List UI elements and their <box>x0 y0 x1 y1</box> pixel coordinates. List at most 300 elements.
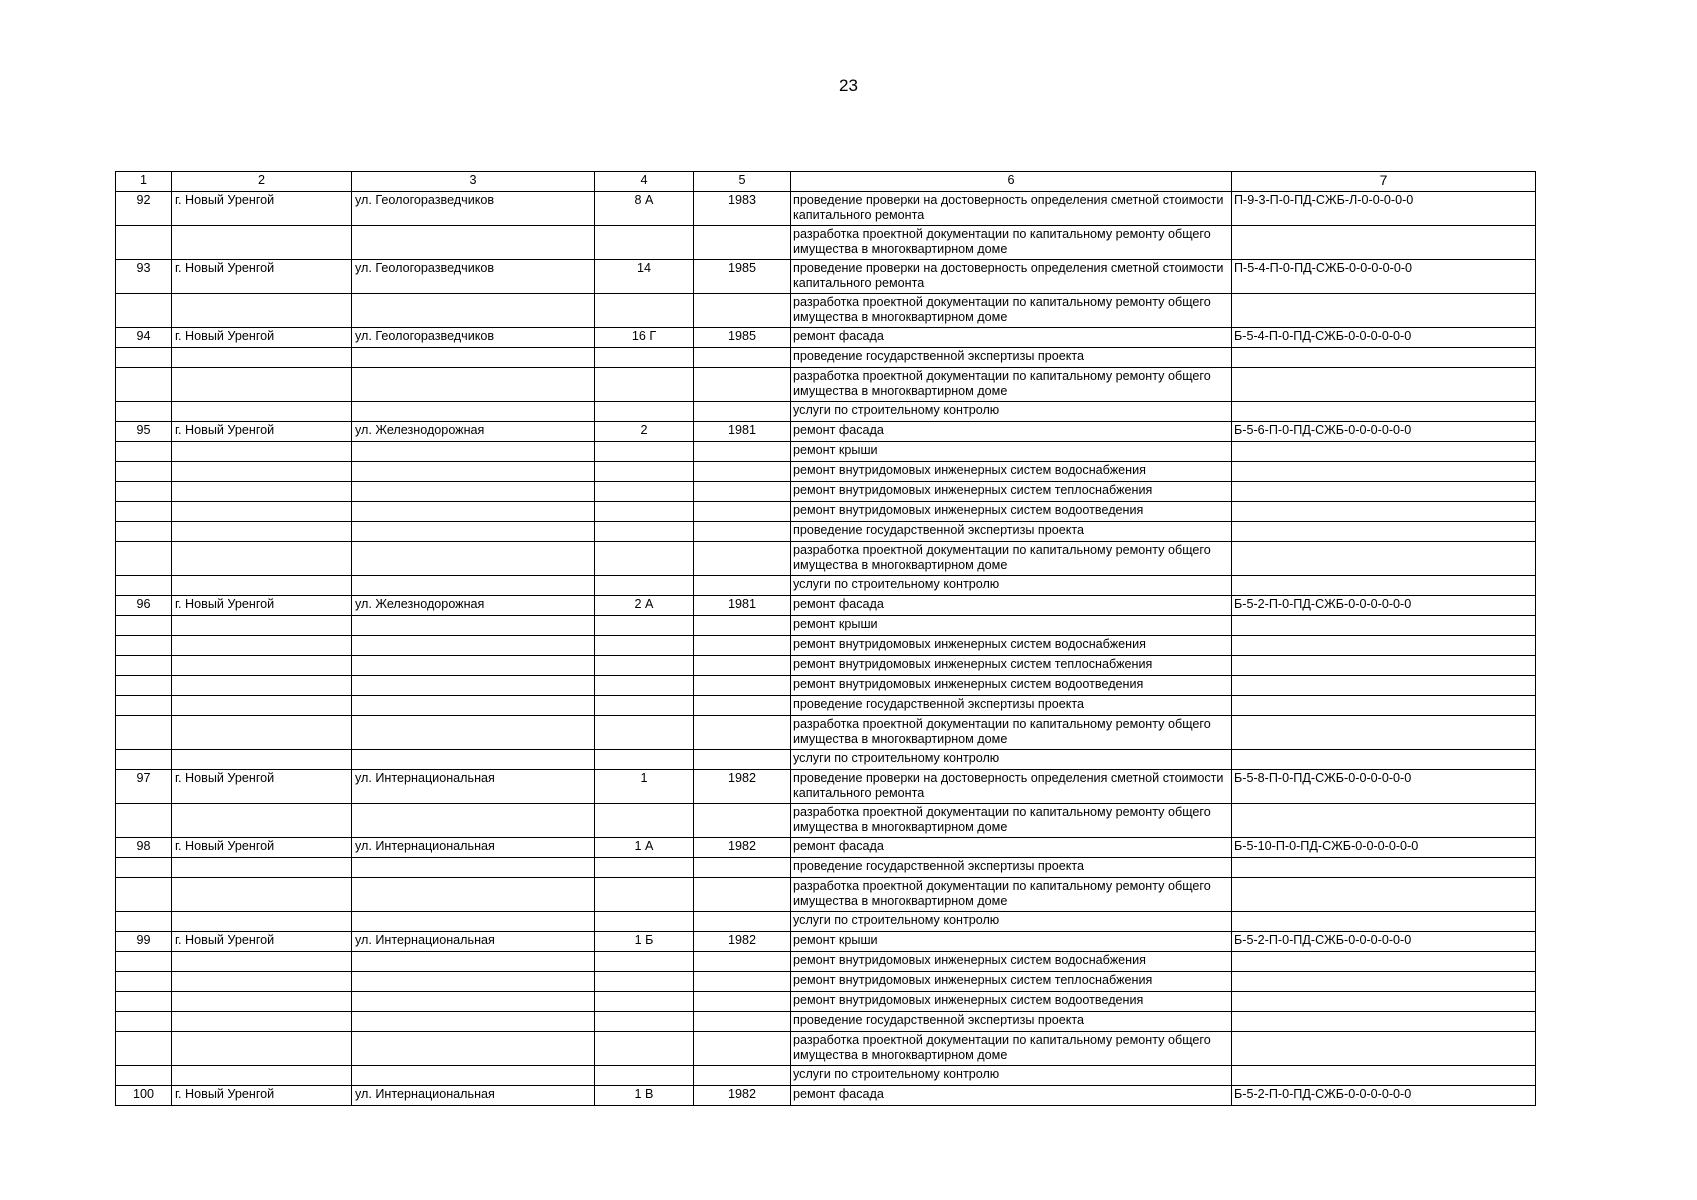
project-code-cell <box>1232 368 1536 402</box>
table-row <box>116 422 1536 442</box>
table-body <box>116 192 1536 1106</box>
work-type-cell: ремонт фасада <box>791 1086 1232 1106</box>
house-number-cell <box>595 750 694 770</box>
year-built-cell <box>694 1012 791 1032</box>
table-row <box>116 716 1536 750</box>
work-type-cell: ремонт фасада <box>791 838 1232 858</box>
row-number-cell <box>116 1066 172 1086</box>
street-cell <box>352 804 595 838</box>
year-built-cell: 1985 <box>694 328 791 348</box>
row-number-cell: 92 <box>116 192 172 226</box>
project-code-cell <box>1232 462 1536 482</box>
table-row <box>116 804 1536 838</box>
street-cell <box>352 442 595 462</box>
street-cell <box>352 992 595 1012</box>
row-number-cell <box>116 750 172 770</box>
work-type-cell: разработка проектной документации по капитальному ремонту общего имущества в многоквартирном доме <box>791 368 1232 402</box>
table-row <box>116 858 1536 878</box>
house-number-cell: 8 А <box>595 192 694 226</box>
work-type-cell: разработка проектной документации по капитальному ремонту общего имущества в многоквартирном доме <box>791 878 1232 912</box>
project-code-cell: П-9-3-П-0-ПД-СЖБ-Л-0-0-0-0-0 <box>1232 192 1536 226</box>
table-row <box>116 482 1536 502</box>
street-cell: ул. Интернациональная <box>352 770 595 804</box>
street-cell <box>352 750 595 770</box>
row-number-cell <box>116 542 172 576</box>
year-built-cell <box>694 912 791 932</box>
work-type-cell: ремонт фасада <box>791 422 1232 442</box>
year-built-cell: 1981 <box>694 422 791 442</box>
row-number-cell: 96 <box>116 596 172 616</box>
table-row <box>116 294 1536 328</box>
work-type-cell: ремонт фасада <box>791 328 1232 348</box>
city-cell: г. Новый Уренгой <box>172 328 352 348</box>
house-number-cell <box>595 1032 694 1066</box>
work-type-cell: услуги по строительному контролю <box>791 750 1232 770</box>
work-type-cell: проведение проверки на достоверность определения сметной стоимости капитального ремонта <box>791 770 1232 804</box>
work-type-cell: услуги по строительному контролю <box>791 402 1232 422</box>
table-row <box>116 576 1536 596</box>
city-cell <box>172 878 352 912</box>
street-cell: ул. Интернациональная <box>352 932 595 952</box>
column-header-4: 4 <box>595 172 694 192</box>
table-row <box>116 348 1536 368</box>
project-code-cell: Б-5-2-П-0-ПД-СЖБ-0-0-0-0-0-0 <box>1232 932 1536 952</box>
city-cell <box>172 368 352 402</box>
table-row <box>116 226 1536 260</box>
street-cell <box>352 858 595 878</box>
house-number-cell <box>595 368 694 402</box>
table-row <box>116 462 1536 482</box>
row-number-cell: 97 <box>116 770 172 804</box>
row-number-cell: 94 <box>116 328 172 348</box>
table-row <box>116 502 1536 522</box>
project-code-cell <box>1232 442 1536 462</box>
house-number-cell <box>595 1012 694 1032</box>
city-cell <box>172 656 352 676</box>
city-cell: г. Новый Уренгой <box>172 770 352 804</box>
city-cell <box>172 482 352 502</box>
house-number-cell <box>595 992 694 1012</box>
house-number-cell <box>595 676 694 696</box>
table-row <box>116 368 1536 402</box>
year-built-cell: 1985 <box>694 260 791 294</box>
street-cell <box>352 878 595 912</box>
year-built-cell <box>694 696 791 716</box>
table-row <box>116 542 1536 576</box>
row-number-cell <box>116 992 172 1012</box>
year-built-cell <box>694 462 791 482</box>
project-code-cell <box>1232 656 1536 676</box>
year-built-cell <box>694 878 791 912</box>
row-number-cell <box>116 696 172 716</box>
street-cell <box>352 1032 595 1066</box>
city-cell: г. Новый Уренгой <box>172 192 352 226</box>
table-row <box>116 656 1536 676</box>
city-cell <box>172 992 352 1012</box>
work-type-cell: проведение государственной экспертизы проекта <box>791 696 1232 716</box>
table-row <box>116 260 1536 294</box>
year-built-cell <box>694 522 791 542</box>
table-row <box>116 676 1536 696</box>
house-number-cell <box>595 716 694 750</box>
row-number-cell <box>116 716 172 750</box>
street-cell <box>352 348 595 368</box>
city-cell: г. Новый Уренгой <box>172 932 352 952</box>
project-code-cell <box>1232 294 1536 328</box>
project-code-cell <box>1232 972 1536 992</box>
house-number-cell <box>595 616 694 636</box>
house-number-cell <box>595 656 694 676</box>
work-type-cell: разработка проектной документации по капитальному ремонту общего имущества в многоквартирном доме <box>791 226 1232 260</box>
work-type-cell: ремонт крыши <box>791 616 1232 636</box>
house-number-cell <box>595 482 694 502</box>
row-number-cell <box>116 294 172 328</box>
city-cell <box>172 972 352 992</box>
row-number-cell <box>116 1012 172 1032</box>
table-row <box>116 696 1536 716</box>
table-row <box>116 522 1536 542</box>
work-type-cell: ремонт внутридомовых инженерных систем водоснабжения <box>791 636 1232 656</box>
street-cell <box>352 542 595 576</box>
street-cell <box>352 576 595 596</box>
work-type-cell: ремонт крыши <box>791 932 1232 952</box>
street-cell: ул. Геологоразведчиков <box>352 192 595 226</box>
street-cell <box>352 1012 595 1032</box>
street-cell <box>352 912 595 932</box>
table-row <box>116 912 1536 932</box>
street-cell: ул. Железнодорожная <box>352 422 595 442</box>
house-number-cell: 1 А <box>595 838 694 858</box>
street-cell <box>352 502 595 522</box>
city-cell <box>172 348 352 368</box>
header-row <box>116 172 1536 192</box>
project-code-cell <box>1232 616 1536 636</box>
city-cell <box>172 858 352 878</box>
work-type-cell: разработка проектной документации по капитальному ремонту общего имущества в многоквартирном доме <box>791 804 1232 838</box>
year-built-cell <box>694 294 791 328</box>
project-code-cell <box>1232 952 1536 972</box>
street-cell <box>352 716 595 750</box>
city-cell: г. Новый Уренгой <box>172 596 352 616</box>
row-number-cell <box>116 576 172 596</box>
project-code-cell: Б-5-8-П-0-ПД-СЖБ-0-0-0-0-0-0 <box>1232 770 1536 804</box>
house-number-cell <box>595 522 694 542</box>
row-number-cell <box>116 1032 172 1066</box>
house-number-cell: 1 В <box>595 1086 694 1106</box>
house-number-cell: 14 <box>595 260 694 294</box>
street-cell <box>352 226 595 260</box>
year-built-cell <box>694 348 791 368</box>
project-code-cell <box>1232 522 1536 542</box>
row-number-cell: 98 <box>116 838 172 858</box>
year-built-cell <box>694 676 791 696</box>
house-number-cell <box>595 502 694 522</box>
column-header-2: 2 <box>172 172 352 192</box>
work-type-cell: проведение проверки на достоверность определения сметной стоимости капитального ремонта <box>791 192 1232 226</box>
table-row <box>116 1086 1536 1106</box>
row-number-cell <box>116 402 172 422</box>
project-code-cell: П-5-4-П-0-ПД-СЖБ-0-0-0-0-0-0 <box>1232 260 1536 294</box>
row-number-cell <box>116 676 172 696</box>
year-built-cell <box>694 368 791 402</box>
house-number-cell <box>595 696 694 716</box>
house-number-cell <box>595 542 694 576</box>
work-type-cell: ремонт внутридомовых инженерных систем водоотведения <box>791 676 1232 696</box>
year-built-cell <box>694 226 791 260</box>
row-number-cell <box>116 482 172 502</box>
street-cell: ул. Геологоразведчиков <box>352 260 595 294</box>
city-cell: г. Новый Уренгой <box>172 1086 352 1106</box>
capital-repair-table <box>115 171 1536 1106</box>
work-type-cell: ремонт внутридомовых инженерных систем теплоснабжения <box>791 972 1232 992</box>
work-type-cell: ремонт внутридомовых инженерных систем водоотведения <box>791 502 1232 522</box>
row-number-cell: 99 <box>116 932 172 952</box>
year-built-cell <box>694 502 791 522</box>
street-cell: ул. Интернациональная <box>352 1086 595 1106</box>
row-number-cell <box>116 972 172 992</box>
street-cell <box>352 636 595 656</box>
table-row <box>116 992 1536 1012</box>
project-code-cell <box>1232 636 1536 656</box>
project-code-cell <box>1232 226 1536 260</box>
work-type-cell: ремонт фасада <box>791 596 1232 616</box>
table-row <box>116 616 1536 636</box>
year-built-cell <box>694 1066 791 1086</box>
project-code-cell: Б-5-6-П-0-ПД-СЖБ-0-0-0-0-0-0 <box>1232 422 1536 442</box>
work-type-cell: услуги по строительному контролю <box>791 576 1232 596</box>
table-row <box>116 596 1536 616</box>
year-built-cell <box>694 992 791 1012</box>
street-cell <box>352 368 595 402</box>
year-built-cell <box>694 1032 791 1066</box>
house-number-cell: 1 Б <box>595 932 694 952</box>
table-row <box>116 442 1536 462</box>
table-row <box>116 750 1536 770</box>
year-built-cell: 1983 <box>694 192 791 226</box>
work-type-cell: проведение государственной экспертизы проекта <box>791 1012 1232 1032</box>
project-code-cell <box>1232 992 1536 1012</box>
work-type-cell: ремонт внутридомовых инженерных систем водоотведения <box>791 992 1232 1012</box>
project-code-cell <box>1232 1066 1536 1086</box>
year-built-cell <box>694 656 791 676</box>
house-number-cell <box>595 636 694 656</box>
year-built-cell <box>694 952 791 972</box>
page-number: 23 <box>839 76 858 95</box>
project-code-cell <box>1232 1012 1536 1032</box>
street-cell <box>352 462 595 482</box>
work-type-cell: разработка проектной документации по капитальному ремонту общего имущества в многоквартирном доме <box>791 542 1232 576</box>
table-row <box>116 952 1536 972</box>
street-cell <box>352 402 595 422</box>
house-number-cell <box>595 462 694 482</box>
project-code-cell <box>1232 676 1536 696</box>
work-type-cell: ремонт внутридомовых инженерных систем водоснабжения <box>791 462 1232 482</box>
city-cell <box>172 294 352 328</box>
column-header-6: 6 <box>791 172 1232 192</box>
table-row <box>116 328 1536 348</box>
work-type-cell: услуги по строительному контролю <box>791 912 1232 932</box>
table-row <box>116 1012 1536 1032</box>
row-number-cell: 93 <box>116 260 172 294</box>
city-cell <box>172 542 352 576</box>
work-type-cell: разработка проектной документации по капитальному ремонту общего имущества в многоквартирном доме <box>791 1032 1232 1066</box>
city-cell <box>172 616 352 636</box>
street-cell <box>352 522 595 542</box>
house-number-cell <box>595 878 694 912</box>
house-number-cell: 2 А <box>595 596 694 616</box>
table-row <box>116 972 1536 992</box>
table-row <box>116 1032 1536 1066</box>
house-number-cell <box>595 912 694 932</box>
project-code-cell <box>1232 804 1536 838</box>
city-cell <box>172 442 352 462</box>
city-cell <box>172 912 352 932</box>
street-cell <box>352 972 595 992</box>
street-cell <box>352 294 595 328</box>
street-cell: ул. Интернациональная <box>352 838 595 858</box>
row-number-cell <box>116 804 172 838</box>
house-number-cell <box>595 226 694 260</box>
table-row <box>116 636 1536 656</box>
project-code-cell <box>1232 576 1536 596</box>
work-type-cell: проведение государственной экспертизы проекта <box>791 858 1232 878</box>
row-number-cell <box>116 462 172 482</box>
project-code-cell: Б-5-2-П-0-ПД-СЖБ-0-0-0-0-0-0 <box>1232 1086 1536 1106</box>
row-number-cell <box>116 656 172 676</box>
year-built-cell <box>694 576 791 596</box>
street-cell <box>352 616 595 636</box>
year-built-cell: 1982 <box>694 932 791 952</box>
table-row <box>116 770 1536 804</box>
city-cell <box>172 716 352 750</box>
city-cell <box>172 576 352 596</box>
column-header-5: 5 <box>694 172 791 192</box>
project-code-cell <box>1232 348 1536 368</box>
year-built-cell: 1982 <box>694 838 791 858</box>
year-built-cell: 1981 <box>694 596 791 616</box>
table-row <box>116 838 1536 858</box>
street-cell: ул. Геологоразведчиков <box>352 328 595 348</box>
year-built-cell <box>694 542 791 576</box>
house-number-cell <box>595 348 694 368</box>
street-cell <box>352 676 595 696</box>
year-built-cell <box>694 616 791 636</box>
work-type-cell: проведение проверки на достоверность определения сметной стоимости капитального ремонта <box>791 260 1232 294</box>
street-cell: ул. Железнодорожная <box>352 596 595 616</box>
city-cell <box>172 636 352 656</box>
project-code-cell <box>1232 482 1536 502</box>
year-built-cell <box>694 858 791 878</box>
row-number-cell: 100 <box>116 1086 172 1106</box>
row-number-cell: 95 <box>116 422 172 442</box>
city-cell: г. Новый Уренгой <box>172 838 352 858</box>
work-type-cell: ремонт внутридомовых инженерных систем теплоснабжения <box>791 656 1232 676</box>
city-cell <box>172 402 352 422</box>
city-cell <box>172 696 352 716</box>
work-type-cell: разработка проектной документации по капитальному ремонту общего имущества в многоквартирном доме <box>791 294 1232 328</box>
city-cell: г. Новый Уренгой <box>172 260 352 294</box>
work-type-cell: ремонт внутридомовых инженерных систем теплоснабжения <box>791 482 1232 502</box>
row-number-cell <box>116 616 172 636</box>
project-code-cell <box>1232 878 1536 912</box>
work-type-cell: услуги по строительному контролю <box>791 1066 1232 1086</box>
work-type-cell: проведение государственной экспертизы проекта <box>791 348 1232 368</box>
row-number-cell <box>116 912 172 932</box>
column-header-1: 1 <box>116 172 172 192</box>
street-cell <box>352 696 595 716</box>
street-cell <box>352 656 595 676</box>
row-number-cell <box>116 636 172 656</box>
row-number-cell <box>116 858 172 878</box>
house-number-cell <box>595 858 694 878</box>
street-cell <box>352 482 595 502</box>
house-number-cell: 2 <box>595 422 694 442</box>
column-header-3: 3 <box>352 172 595 192</box>
work-type-cell: ремонт крыши <box>791 442 1232 462</box>
project-code-cell: Б-5-2-П-0-ПД-СЖБ-0-0-0-0-0-0 <box>1232 596 1536 616</box>
city-cell <box>172 1032 352 1066</box>
city-cell <box>172 952 352 972</box>
house-number-cell <box>595 1066 694 1086</box>
house-number-cell: 1 <box>595 770 694 804</box>
year-built-cell <box>694 716 791 750</box>
house-number-cell <box>595 402 694 422</box>
year-built-cell: 1982 <box>694 770 791 804</box>
row-number-cell <box>116 878 172 912</box>
year-built-cell <box>694 750 791 770</box>
city-cell <box>172 1012 352 1032</box>
city-cell: г. Новый Уренгой <box>172 422 352 442</box>
work-type-cell: разработка проектной документации по капитальному ремонту общего имущества в многоквартирном доме <box>791 716 1232 750</box>
row-number-cell <box>116 502 172 522</box>
city-cell <box>172 226 352 260</box>
table-row <box>116 1066 1536 1086</box>
row-number-cell <box>116 442 172 462</box>
city-cell <box>172 462 352 482</box>
project-code-cell <box>1232 696 1536 716</box>
year-built-cell <box>694 636 791 656</box>
house-number-cell: 16 Г <box>595 328 694 348</box>
row-number-cell <box>116 522 172 542</box>
project-code-cell <box>1232 542 1536 576</box>
project-code-cell <box>1232 912 1536 932</box>
row-number-cell <box>116 348 172 368</box>
project-code-cell <box>1232 402 1536 422</box>
house-number-cell <box>595 294 694 328</box>
project-code-cell <box>1232 716 1536 750</box>
table-row <box>116 192 1536 226</box>
year-built-cell <box>694 482 791 502</box>
street-cell <box>352 1066 595 1086</box>
project-code-cell <box>1232 502 1536 522</box>
column-header-7: 7 <box>1232 172 1536 192</box>
work-type-cell: ремонт внутридомовых инженерных систем водоснабжения <box>791 952 1232 972</box>
project-code-cell: Б-5-10-П-0-ПД-СЖБ-0-0-0-0-0-0 <box>1232 838 1536 858</box>
year-built-cell <box>694 972 791 992</box>
city-cell <box>172 522 352 542</box>
project-code-cell: Б-5-4-П-0-ПД-СЖБ-0-0-0-0-0-0 <box>1232 328 1536 348</box>
row-number-cell <box>116 368 172 402</box>
house-number-cell <box>595 442 694 462</box>
house-number-cell <box>595 804 694 838</box>
year-built-cell <box>694 804 791 838</box>
work-type-cell: проведение государственной экспертизы проекта <box>791 522 1232 542</box>
street-cell <box>352 952 595 972</box>
year-built-cell <box>694 442 791 462</box>
project-code-cell <box>1232 858 1536 878</box>
city-cell <box>172 750 352 770</box>
city-cell <box>172 676 352 696</box>
